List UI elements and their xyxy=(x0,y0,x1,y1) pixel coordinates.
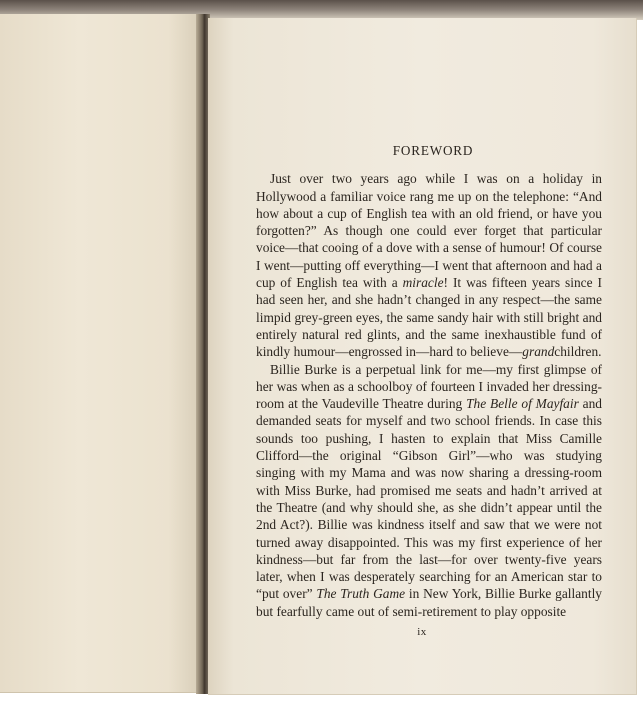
page-content xyxy=(256,142,602,620)
text-run: children. xyxy=(554,344,602,360)
right-page xyxy=(208,18,637,695)
page-number: ix xyxy=(417,626,427,638)
text-run: ! It was fifteen years since I had seen her, and she hadn’t changed in any respect—the same limpid grey-green eyes, the same sandy hair with still bright and entirely natural red glints, and the same inexhaustible fund of kindly humour—engrossed in—hard to believe— xyxy=(256,275,602,360)
text-run: Just over two years ago while I was on a holiday in Hollywood a familiar voice rang me up on the telephone: “And how about a cup of English tea with an old friend, or have you forgotten?” As though one could ever forget that particular voice—that cooing of a dove with a sense of humour! Of course I went—putting off everything—I went that afternoon and had a cup of English tea with a xyxy=(256,171,602,291)
italic-run: The Truth Game xyxy=(316,586,406,602)
text-run: and demanded seats for myself and two school friends. In case this sounds too pushing, I hasten to explain that Miss Camille Clifford—the original “Gibson Girl”—who was studying singing with my Mama and was now sharing a dressing-room with Miss Burke, had promised me seats and hadn’t arrived at the Theatre (and why should she, as she didn’t appear until the 2nd Act?). Billie was kindness itself and saw that we were not turned away disappointed. This was my first experience of her kindness—but far from the last—for over twenty-five years later, when I was desperately searching for an American star to “put over” xyxy=(256,396,603,602)
paragraph xyxy=(256,170,602,360)
italic-run: miracle xyxy=(402,275,444,291)
text-run: in New York, Billie Burke gallantly but fearfully came out of semi-retirement to play opposite xyxy=(256,586,602,619)
left-blank-page xyxy=(0,14,198,693)
body-text xyxy=(256,170,602,620)
italic-run: grand xyxy=(522,344,555,360)
page-heading: FOREWORD xyxy=(392,143,474,158)
italic-run: The Belle of Mayfair xyxy=(466,396,579,412)
paragraph xyxy=(256,361,602,620)
text-run: Billie Burke is a perpetual link for me—my first glimpse of her was when as a schoolboy of fourteen I invaded her dressing-room at the Vaudeville Theatre during xyxy=(256,361,602,412)
